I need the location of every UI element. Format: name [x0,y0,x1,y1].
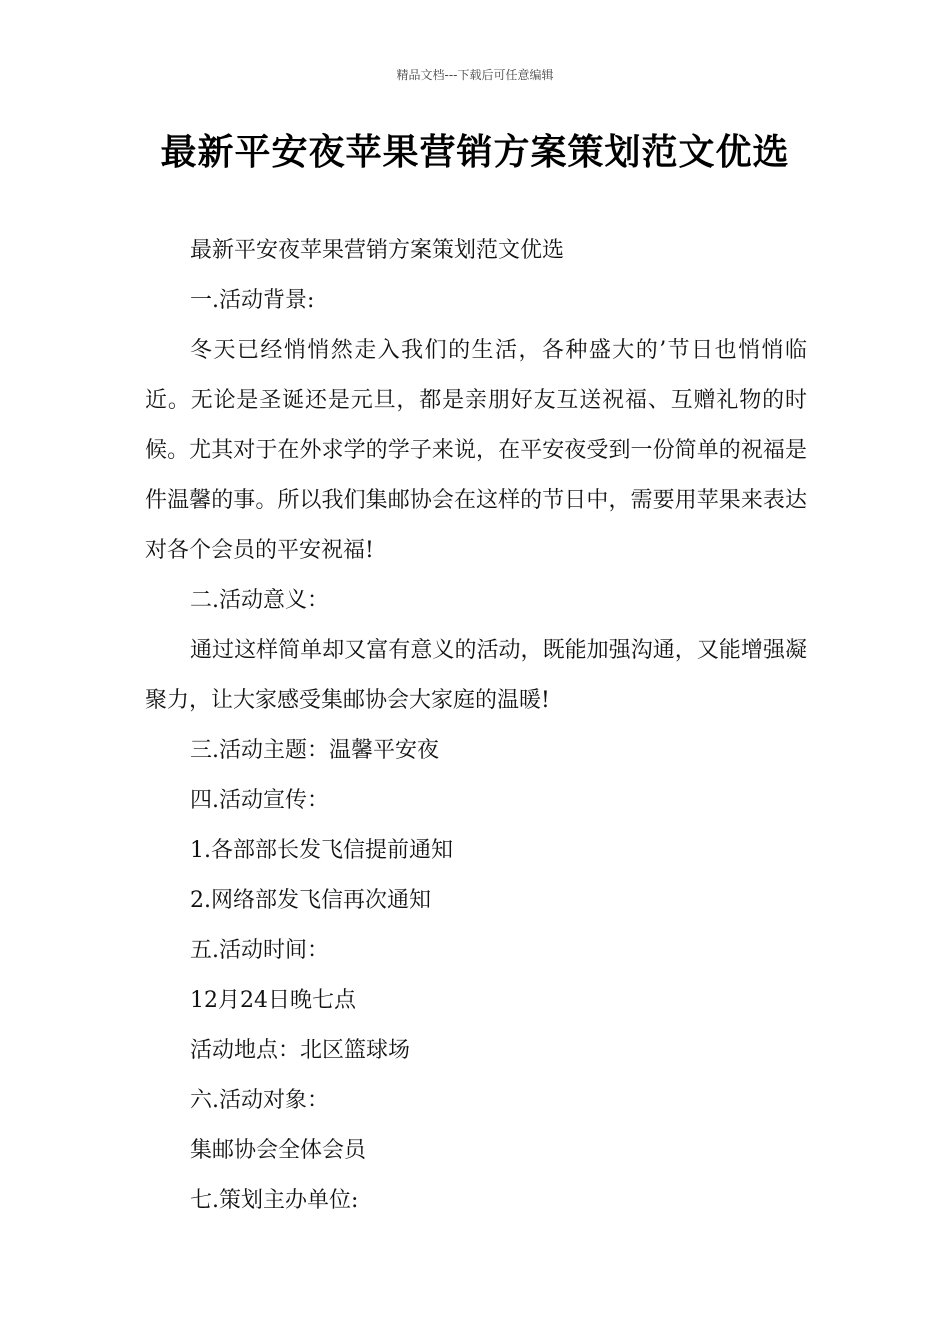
list-item-publicity-2: 2.网络部发飞信再次通知 [190,888,431,913]
list-item-publicity-1: 1.各部部长发飞信提前通知 [190,838,453,863]
header-note: 精品文档---下载后可任意编辑 [396,68,554,82]
paragraph-background: 冬天已经悄悄然走入我们的生活，各种盛大的’节日也悄悄临近。无论是圣诞还是元旦，都是亲朋好友互送祝福、互赠礼物的时候。尤其对于在外求学的学子来说，在平安夜受到一份简单的祝福是件温馨的事。所以我们集邮协会在这样的节日中，需要用苹果来表达对各个会员的平安祝福! [145,338,807,563]
paragraph-significance: 通过这样简单却又富有意义的活动，既能加强沟通，又能增强凝聚力，让大家感受集邮协会大家庭的温暖! [145,638,807,713]
section-heading-publicity: 四.活动宣传： [190,788,329,813]
section-heading-background: 一.活动背景: [190,288,315,313]
section-heading-theme: 三.活动主题：温馨平安夜 [190,738,439,763]
section-heading-audience: 六.活动对象： [190,1088,329,1113]
section-heading-time: 五.活动时间： [190,938,329,963]
document-body [145,226,807,1226]
paragraph-subtitle: 最新平安夜苹果营销方案策划范文优选 [190,238,565,263]
paragraph-audience: 集邮协会全体会员 [190,1138,367,1163]
paragraph-time: 12月24日晚七点 [190,988,356,1013]
section-heading-organizer: 七.策划主办单位: [190,1188,359,1213]
paragraph-location: 活动地点：北区篮球场 [190,1038,411,1063]
section-heading-significance: 二.活动意义： [190,588,329,613]
document-title: 最新平安夜苹果营销方案策划范文优选 [160,132,790,173]
